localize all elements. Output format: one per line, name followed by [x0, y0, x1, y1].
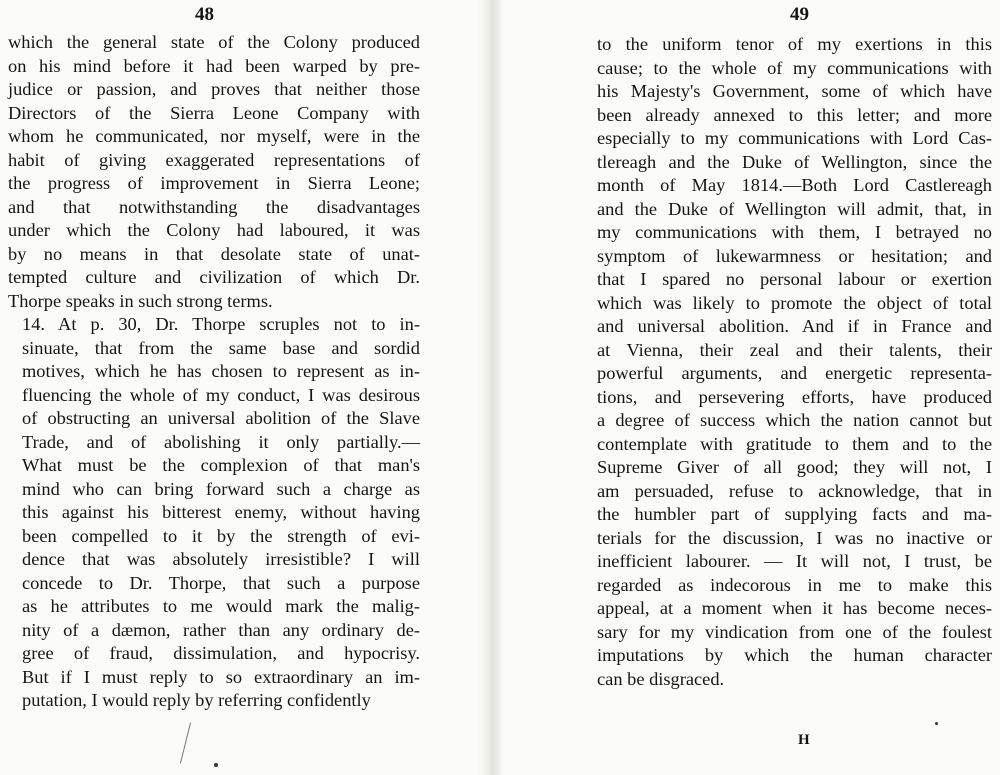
- ink-speck: [935, 722, 938, 725]
- text-line: which the general state of the Colony produced: [8, 32, 420, 52]
- text-line: imputations by which the human character: [597, 645, 992, 665]
- text-line: fluencing the whole of my conduct, I was desirous: [22, 384, 420, 405]
- text-line: tempted culture and civilization of which Dr.: [8, 267, 420, 287]
- left-page: [0, 0, 480, 775]
- text-line: putation, I would reply by referring confidently: [22, 690, 371, 710]
- text-line: which was likely to promote the object of total: [597, 292, 992, 313]
- text-line: motives, which he has chosen to represent as in-: [22, 361, 420, 381]
- right-page-text: [597, 33, 992, 691]
- text-line: Thorpe speaks in such strong terms.: [8, 290, 273, 311]
- text-line: and that notwithstanding the disadvantages: [8, 196, 420, 217]
- text-line: and the Duke of Wellington will admit, that, in: [597, 198, 992, 219]
- text-line: and universal abolition. And if in France and: [597, 316, 992, 336]
- text-line: especially to my communications with Lord Cas-: [597, 128, 992, 148]
- text-line: terials for the discussion, I was no inactive or: [597, 527, 992, 548]
- text-line: Directors of the Sierra Leone Company with: [8, 102, 420, 123]
- text-line: can be disgraced.: [597, 668, 725, 689]
- text-line: sinuate, that from the same base and sordid: [22, 337, 420, 358]
- text-line: cause; to the whole of my communications with: [597, 57, 992, 78]
- text-line: month of May 1814.—Both Lord Castlereagh: [597, 175, 992, 195]
- text-line: dence that was absolutely irresistible? I will: [22, 549, 420, 569]
- text-line: the humbler part of supplying facts and ma-: [597, 504, 992, 524]
- text-line: the progress of improvement in Sierra Leone;: [8, 173, 420, 193]
- text-line: symptom of lukewarmness or hesitation; and: [597, 245, 992, 266]
- text-line: appeal, at a moment when it has become neces-: [597, 598, 992, 618]
- text-line: under which the Colony had laboured, it was: [8, 220, 420, 240]
- text-line: mind who can bring forward such a charge as: [22, 478, 420, 499]
- signature-mark: H: [798, 732, 810, 748]
- text-line: sary for my vindication from one of the foulest: [597, 621, 992, 642]
- paragraph: [597, 33, 992, 691]
- left-page-text: [8, 31, 420, 713]
- text-line: judice or passion, and proves that neither those: [8, 79, 420, 99]
- text-line: my communications with them, I betrayed no: [597, 222, 992, 242]
- paper-scratch: [180, 723, 191, 764]
- text-line: to the uniform tenor of my exertions in this: [597, 34, 992, 54]
- paragraph: [8, 31, 420, 313]
- text-line: 14. At p. 30, Dr. Thorpe scruples not to in-: [22, 314, 420, 334]
- page-number-left: 48: [195, 4, 214, 25]
- text-line: tions, and persevering efforts, have produced: [597, 386, 992, 407]
- text-line: his Majesty's Government, some of which have: [597, 81, 992, 101]
- text-line: on his mind before it had been warped by pre-: [8, 55, 420, 76]
- text-line: at Vienna, their zeal and their talents, their: [597, 339, 992, 360]
- text-line: concede to Dr. Thorpe, that such a purpose: [22, 572, 420, 593]
- text-line: of obstructing an universal abolition of the Slave: [22, 408, 420, 428]
- text-line: that I spared no personal labour or exertion: [597, 269, 992, 289]
- text-line: Supreme Giver of all good; they will not, I: [597, 457, 992, 477]
- text-line: regarded as indecorous in me to make this: [597, 574, 992, 595]
- text-line: Trade, and of abolishing it only partially.—: [22, 431, 420, 452]
- text-line: whom he communicated, nor myself, were in the: [8, 126, 420, 146]
- right-page: [500, 0, 1000, 775]
- text-line: powerful arguments, and energetic representa-: [597, 363, 992, 383]
- text-line: inefficient labourer. — It will not, I trust, be: [597, 551, 992, 571]
- text-line: But if I must reply to so extraordinary an im-: [22, 666, 420, 687]
- ink-speck: [214, 763, 218, 767]
- paragraph: [8, 313, 420, 713]
- text-line: am persuaded, refuse to acknowledge, that in: [597, 480, 992, 501]
- text-line: by no means in that desolate state of unat-: [8, 243, 420, 264]
- text-line: gree of fraud, dissimulation, and hypocrisy.: [22, 643, 420, 663]
- text-line: habit of giving exaggerated representations of: [8, 149, 420, 170]
- text-line: tlereagh and the Duke of Wellington, since the: [597, 151, 992, 172]
- text-line: What must be the complexion of that man's: [22, 455, 420, 475]
- text-line: this against his bitterest enemy, without having: [22, 502, 420, 522]
- text-line: a degree of success which the nation cannot but: [597, 410, 992, 430]
- text-line: nity of a dæmon, rather than any ordinary de-: [22, 619, 420, 640]
- text-line: as he attributes to me would mark the malig-: [22, 596, 420, 616]
- text-line: been already annexed to this letter; and more: [597, 104, 992, 125]
- text-line: contemplate with gratitude to them and to the: [597, 433, 992, 454]
- page-number-right: 49: [790, 4, 809, 25]
- text-line: been compelled to it by the strength of evi-: [22, 525, 420, 546]
